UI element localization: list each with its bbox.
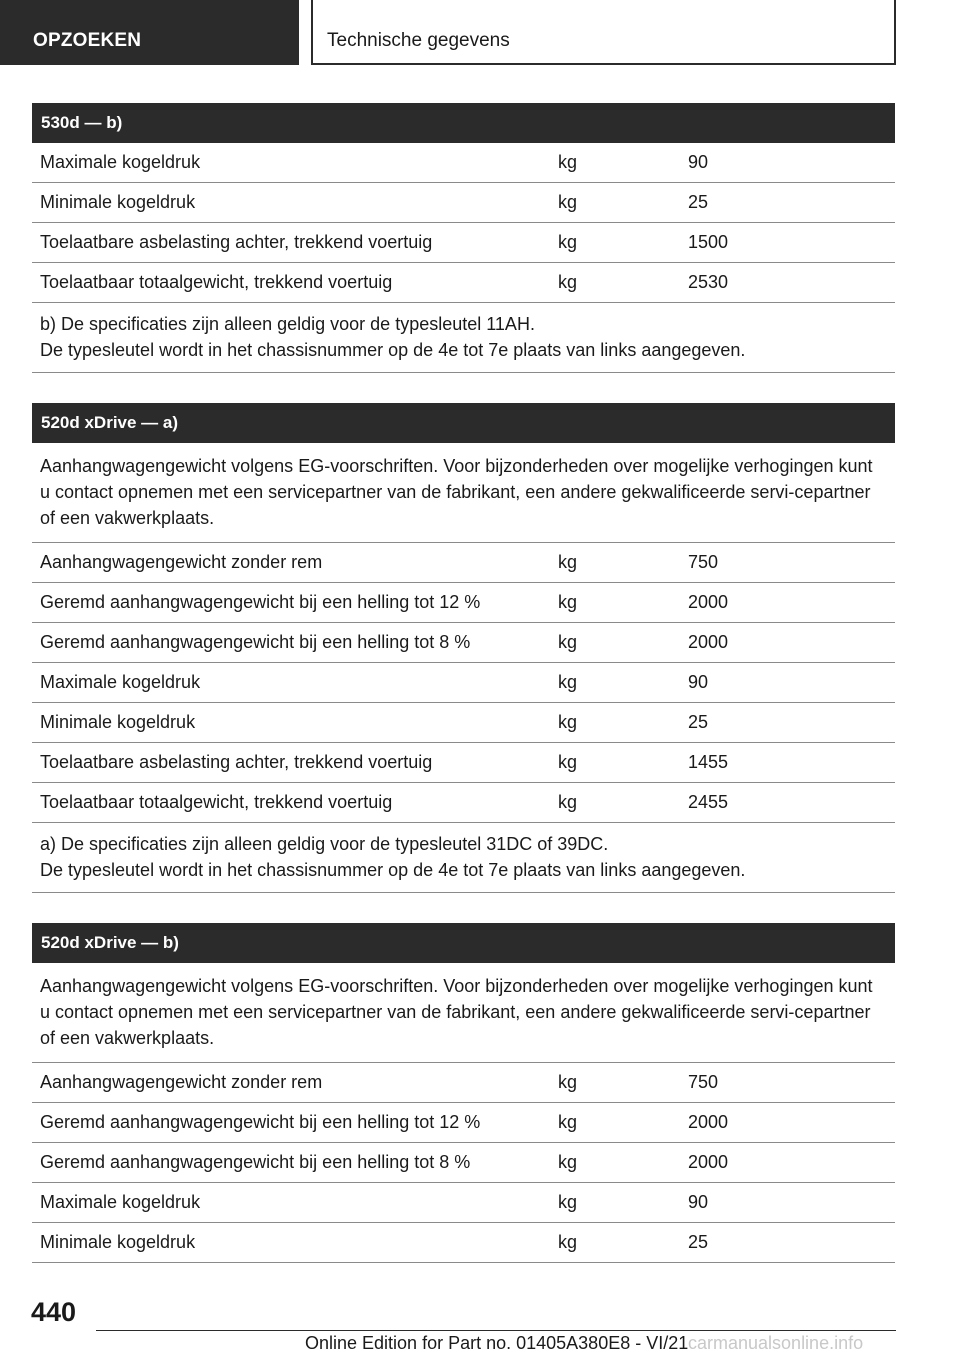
- row-label: Geremd aanhangwagengewicht bij een helling tot 12 %: [40, 1112, 481, 1132]
- table-row: [32, 663, 895, 703]
- row-value: 2530: [688, 272, 729, 292]
- table-intro: Aanhangwagengewicht volgens EG-voorschriften. Voor bijzonderheden over mogelijke verhogingen kunt u contact opnemen met een servicepartner van de fabrikant, een andere gekwalificeerde servi-cepartner of een vakwerkplaats.: [32, 443, 895, 543]
- row-unit: kg: [558, 272, 578, 292]
- table-row: [32, 143, 895, 183]
- footnote-line: De typesleutel wordt in het chassisnummer op de 4e tot 7e plaats van links aangegeven.: [40, 860, 746, 880]
- row-label: Geremd aanhangwagengewicht bij een helling tot 8 %: [40, 1152, 471, 1172]
- row-value: 2000: [688, 1152, 729, 1172]
- row-label: Minimale kogeldruk: [40, 1232, 196, 1252]
- row-label: Maximale kogeldruk: [40, 1192, 201, 1212]
- row-label: Aanhangwagengewicht zonder rem: [40, 1072, 323, 1092]
- row-unit: kg: [558, 672, 578, 692]
- row-value: 25: [688, 712, 709, 732]
- table-row: [32, 183, 895, 223]
- row-unit: kg: [558, 1232, 578, 1252]
- row-value: 750: [688, 552, 719, 572]
- footnote-line: b) De specificaties zijn alleen geldig voor de typesleutel 11AH.: [40, 314, 535, 334]
- row-label: Maximale kogeldruk: [40, 672, 201, 692]
- chapter-title: Technische gegevens: [311, 0, 896, 65]
- row-unit: kg: [558, 1072, 578, 1092]
- table-row: [32, 1143, 895, 1183]
- row-value: 90: [688, 672, 709, 692]
- table-row: [32, 783, 895, 823]
- row-value: 90: [688, 152, 709, 172]
- row-unit: kg: [558, 152, 578, 172]
- table-row: [32, 1223, 895, 1263]
- spec-content: [32, 103, 895, 1293]
- table-footnote: [32, 823, 895, 893]
- table-row: [32, 583, 895, 623]
- row-unit: kg: [558, 752, 578, 772]
- spec-table: [32, 403, 895, 893]
- watermark: carmanualsonline.info: [688, 1333, 864, 1353]
- row-value: 2000: [688, 1112, 729, 1132]
- table-title: 520d xDrive — b): [32, 923, 895, 963]
- row-value: 1455: [688, 752, 729, 772]
- footnote-line: De typesleutel wordt in het chassisnummer op de 4e tot 7e plaats van links aangegeven.: [40, 340, 746, 360]
- row-value: 25: [688, 192, 709, 212]
- row-unit: kg: [558, 592, 578, 612]
- row-value: 2000: [688, 592, 729, 612]
- row-unit: kg: [558, 1192, 578, 1212]
- row-label: Aanhangwagengewicht zonder rem: [40, 552, 323, 572]
- row-unit: kg: [558, 792, 578, 812]
- row-value: 25: [688, 1232, 709, 1252]
- table-title: 530d — b): [32, 103, 895, 143]
- row-unit: kg: [558, 632, 578, 652]
- table-row: [32, 1103, 895, 1143]
- row-label: Toelaatbare asbelasting achter, trekkend voertuig: [40, 752, 433, 772]
- table-row: [32, 703, 895, 743]
- row-unit: kg: [558, 192, 578, 212]
- table-title: 520d xDrive — a): [32, 403, 895, 443]
- table-footnote: [32, 303, 895, 373]
- page-number: 440: [31, 1297, 77, 1327]
- row-label: Toelaatbare asbelasting achter, trekkend voertuig: [40, 232, 433, 252]
- table-row: [32, 623, 895, 663]
- table-row: [32, 223, 895, 263]
- edition-note: Online Edition for Part no. 01405A380E8 - VI/21: [305, 1333, 689, 1353]
- table-intro: Aanhangwagengewicht volgens EG-voorschriften. Voor bijzonderheden over mogelijke verhogingen kunt u contact opnemen met een servicepartner van de fabrikant, een andere gekwalificeerde servi-cepartner of een vakwerkplaats.: [32, 963, 895, 1063]
- spec-table: [32, 923, 895, 1263]
- row-label: Geremd aanhangwagengewicht bij een helling tot 8 %: [40, 632, 471, 652]
- table-row: [32, 743, 895, 783]
- row-label: Maximale kogeldruk: [40, 152, 201, 172]
- row-value: 2000: [688, 632, 729, 652]
- row-value: 1500: [688, 232, 729, 252]
- table-row: [32, 543, 895, 583]
- row-value: 90: [688, 1192, 709, 1212]
- row-unit: kg: [558, 1112, 578, 1132]
- row-label: Minimale kogeldruk: [40, 192, 196, 212]
- row-label: Toelaatbaar totaalgewicht, trekkend voertuig: [40, 272, 393, 292]
- row-unit: kg: [558, 1152, 578, 1172]
- row-value: 2455: [688, 792, 729, 812]
- row-label: Geremd aanhangwagengewicht bij een helling tot 12 %: [40, 592, 481, 612]
- page-header: [0, 0, 960, 66]
- row-label: Toelaatbaar totaalgewicht, trekkend voertuig: [40, 792, 393, 812]
- section-tab: OPZOEKEN: [0, 0, 299, 65]
- row-unit: kg: [558, 712, 578, 732]
- row-unit: kg: [558, 232, 578, 252]
- table-row: [32, 1183, 895, 1223]
- row-unit: kg: [558, 552, 578, 572]
- table-row: [32, 263, 895, 303]
- footnote-line: a) De specificaties zijn alleen geldig voor de typesleutel 31DC of 39DC.: [40, 834, 609, 854]
- table-row: [32, 1063, 895, 1103]
- spec-table: [32, 103, 895, 373]
- row-label: Minimale kogeldruk: [40, 712, 196, 732]
- row-value: 750: [688, 1072, 719, 1092]
- footer-divider: [96, 1330, 896, 1331]
